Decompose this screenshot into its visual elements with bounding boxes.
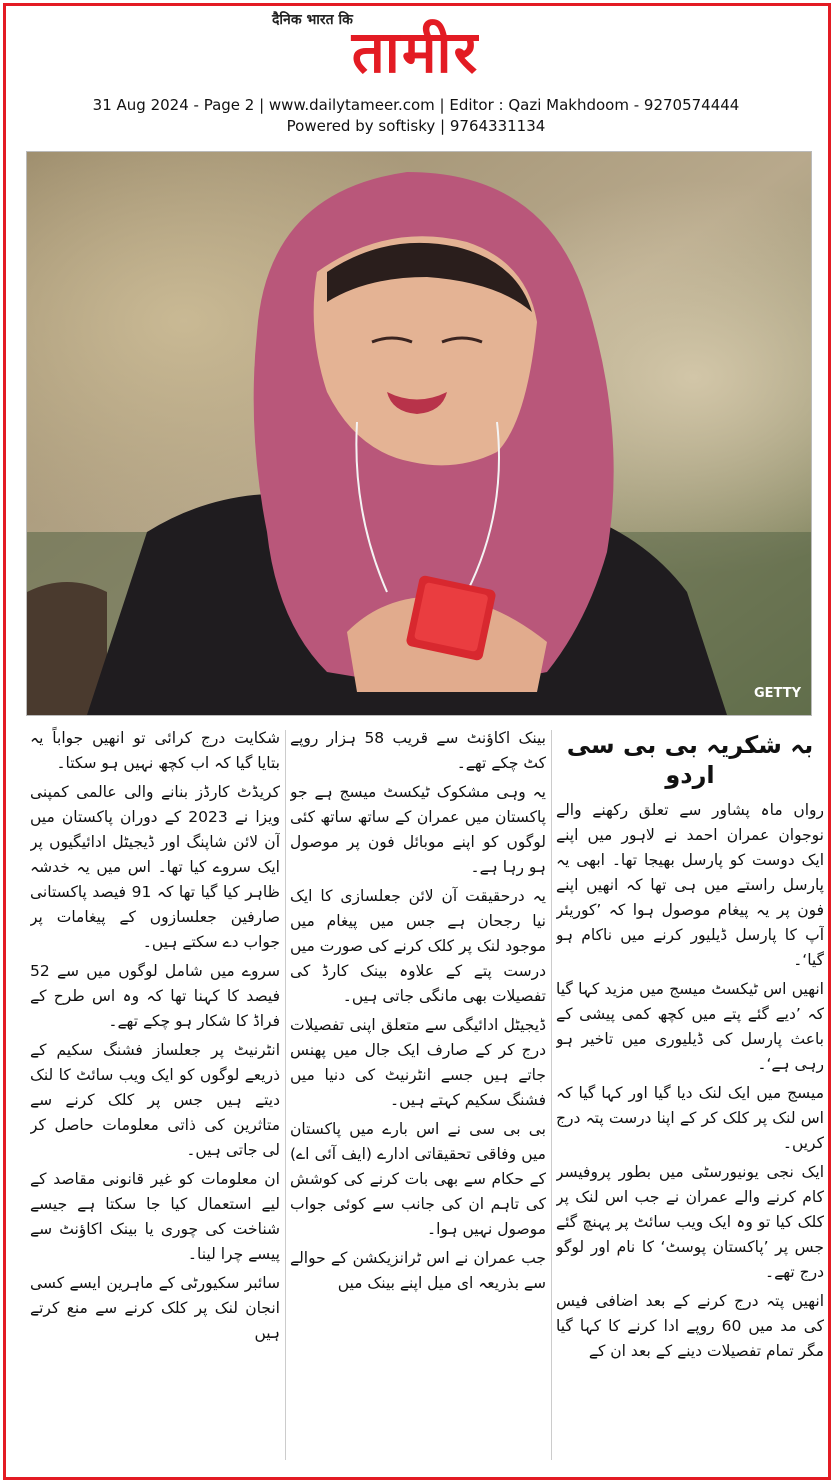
- paragraph: ڈیجیٹل ادائیگی سے متعلق اپنی تفصیلات درج کر کے صارف ایک جال میں پھنس جاتے ہیں جسے انٹرنیٹ کی دنیا میں فشنگ سکیم کہتے ہیں۔: [290, 1016, 546, 1109]
- column-divider-left: [285, 730, 286, 1460]
- photo-credit: GETTY: [754, 686, 801, 701]
- paragraph: شکایت درج کرائی تو انھیں جواباً یہ بتایا گیا کہ اب کچھ نہیں ہو سکتا۔: [30, 729, 280, 772]
- paragraph: کریڈٹ کارڈز بنانے والی عالمی کمپنی ویزا نے 2023 کے دوران پاکستان میں آن لائن شاپنگ اور ڈیجیٹل ادائیگیوں پر ایک سروے کیا تھا۔ اس میں یہ خدشہ ظاہر کیا گیا تھا کہ 91 فیصد پاکستانی صارفین جعلسازوں کے پیغامات پر جواب دے سکتے ہیں۔: [30, 783, 280, 951]
- article-byline: بہ شکریہ بی بی سی اردو: [566, 731, 814, 789]
- article-column-right: [556, 726, 824, 1466]
- logo-text: तामीर: [351, 18, 480, 86]
- column-divider-right: [551, 730, 552, 1460]
- paragraph: سائبر سکیورٹی کے ماہرین ایسے کسی انجان لنک پر کلک کرنے سے منع کرتے ہیں: [30, 1274, 280, 1342]
- article-column-left: [30, 726, 280, 1466]
- paragraph: میسج میں ایک لنک دیا گیا اور کہا گیا کہ اس لنک پر کلک کر کے اپنا درست پتہ درج کریں۔: [556, 1084, 824, 1152]
- paragraph: انھیں پتہ درج کرنے کے بعد اضافی فیس کی مد میں 60 روپے ادا کرنے کا کہا گیا مگر تمام تفصیلات دینے کے بعد ان کے: [556, 1292, 824, 1360]
- paragraph: جب عمران نے اس ٹرانزیکشن کے حوالے سے بذریعہ ای میل اپنے بینک میں: [290, 1249, 546, 1292]
- edition-info: 31 Aug 2024 - Page 2 | www.dailytameer.com | Editor : Qazi Makhdoom - 9270574444: [92, 96, 740, 114]
- photo-illustration: [27, 152, 811, 715]
- paragraph: ایک نجی یونیورسٹی میں بطور پروفیسر کام کرنے والے عمران نے جب اس لنک پر کلک کیا تو وہ ایک ویب سائٹ پر پہنچ گئے جس پر ’پاکستان پوسٹ‘ کا نام اور لوگو درج تھے۔: [556, 1163, 824, 1281]
- article-photo: [26, 151, 812, 716]
- article-column-middle: [290, 726, 546, 1466]
- paragraph: ان معلومات کو غیر قانونی مقاصد کے لیے استعمال کیا جا سکتا ہے جیسے شناخت کی چوری یا بینک اکاؤنٹ سے پیسے چرا لینا۔: [30, 1170, 280, 1263]
- paragraph: بی بی سی نے اس بارے میں پاکستان میں وفاقی تحقیقاتی ادارے (ایف آئی اے) کے حکام سے بھی بات کرنے کی کوشش کی تاہم ان کی جانب سے کوئی جواب موصول نہیں ہوا۔: [290, 1120, 546, 1238]
- paragraph: انھیں اس ٹیکسٹ میسج میں مزید کہا گیا کہ ’دیے گئے پتے میں کچھ کمی پیشی کے باعث پارسل کی ڈیلیوری میں تاخیر ہو رہی ہے‘۔: [556, 980, 824, 1073]
- masthead-prefix: दैनिक भारत कि: [272, 12, 353, 28]
- paragraph: بینک اکاؤنٹ سے قریب 58 ہزار روپے کٹ چکے تھے۔: [290, 729, 546, 772]
- paragraph: انٹرنیٹ پر جعلساز فشنگ سکیم کے ذریعے لوگوں کو ایک ویب سائٹ کا لنک دیتے ہیں جس پر کلک کرنے سے متاثرین کی ذاتی معلومات حاصل کر لی جاتی ہیں۔: [30, 1041, 280, 1159]
- paragraph: یہ درحقیقت آن لائن جعلسازی کا ایک نیا رجحان ہے جس میں پیغام میں موجود لنک پر کلک کرنے کی صورت میں درست پتے کے علاوہ بینک کارڈ کی تفصیلات بھی مانگی جاتی ہیں۔: [290, 887, 546, 1005]
- paragraph: یہ وہی مشکوک ٹیکسٹ میسج ہے جو پاکستان میں عمران کے ساتھ ساتھ کئی لوگوں کو اپنے موبائل فون پر موصول ہو رہا ہے۔: [290, 783, 546, 876]
- paragraph: رواں ماہ پشاور سے تعلق رکھنے والے نوجوان عمران احمد نے لاہور میں اپنے ایک دوست کو پارسل بھیجا تھا۔ ابھی یہ پارسل راستے میں ہی تھا کہ انھیں اپنے فون پر یہ پیغام موصول ہوا کہ ’کوریئر آپ کا پارسل ڈیلیور کرنے میں ناکام ہو گیا‘۔: [556, 801, 824, 969]
- powered-by-info: Powered by softisky | 9764331134: [286, 117, 546, 135]
- paragraph: سروے میں شامل لوگوں میں سے 52 فیصد کا کہنا تھا کہ وہ اس طرح کے فراڈ کا شکار ہو چکے تھے۔: [30, 962, 280, 1030]
